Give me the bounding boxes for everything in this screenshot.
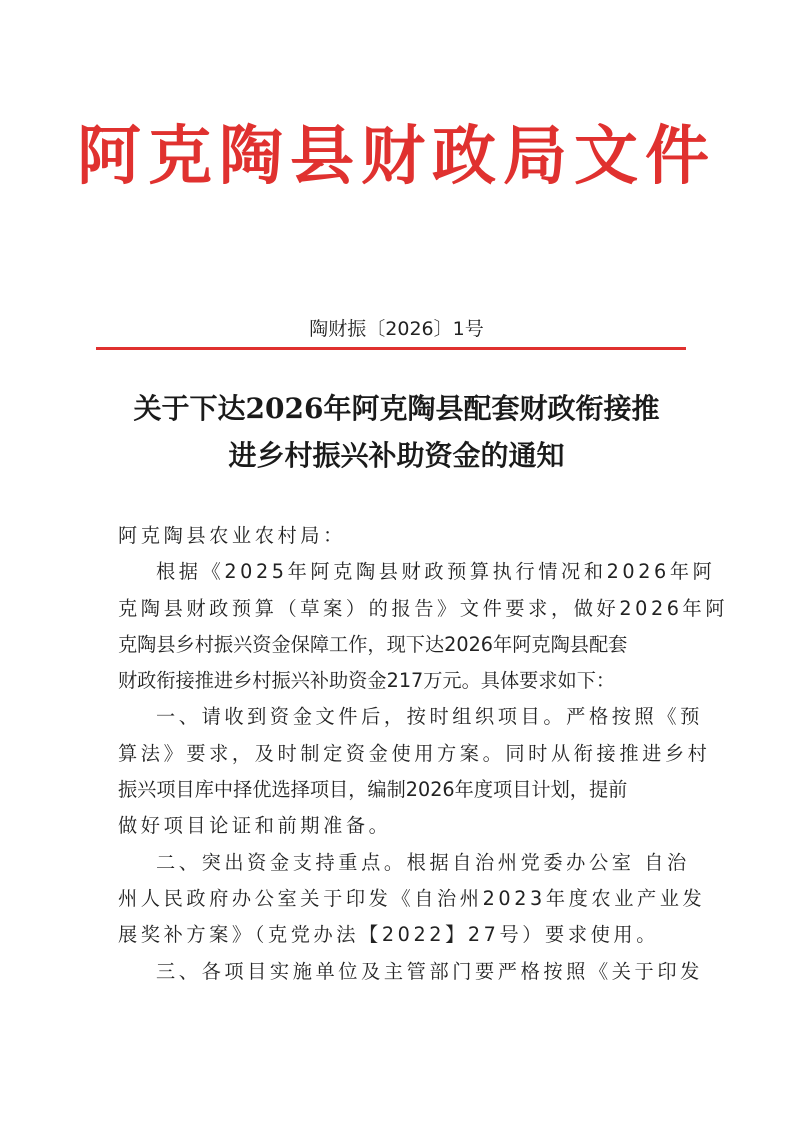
body-line: 克陶县乡村振兴资金保障工作，现下达2026年阿克陶县配套 [118, 632, 628, 656]
body-line: 一、请收到资金文件后，按时组织项目。严格按照《预 [156, 705, 703, 729]
addressee: 阿克陶县农业农村局： [118, 524, 346, 547]
masthead-title: 阿克陶县财政局文件 [77, 119, 716, 194]
title-line-1: 关于下达2026年阿克陶县配套财政衔接推 [133, 392, 660, 425]
body-line: 财政衔接推进乡村振兴补助资金217万元。具体要求如下： [118, 669, 616, 693]
body-line: 克陶县财政预算（草案）的报告》文件要求，做好2026年阿 [118, 596, 729, 620]
body-line: 根据《2025年阿克陶县财政预算执行情况和2026年阿 [156, 560, 716, 584]
red-divider-line [96, 347, 686, 350]
body-line: 做好项目论证和前期准备。 [118, 814, 392, 838]
body-line: 展奖补方案》（克党办法【2022】27号）要求使用。 [118, 923, 659, 947]
body-line: 算法》要求，及时制定资金使用方案。同时从衔接推进乡村 [118, 741, 711, 765]
body-line: 二、突出资金支持重点。根据自治州党委办公室 自治 [156, 850, 690, 874]
document-body [118, 518, 729, 990]
title-line-2: 进乡村振兴补助资金的通知 [228, 439, 565, 472]
document-title [0, 385, 793, 479]
body-line: 三、各项目实施单位及主管部门要严格按照《关于印发 [156, 959, 703, 983]
body-line: 振兴项目库中择优选择项目，编制2026年度项目计划，提前 [118, 778, 628, 802]
body-line: 州人民政府办公室关于印发《自治州2023年度农业产业发 [118, 886, 706, 910]
document-number: 陶财振〔2026〕1号 [309, 318, 484, 340]
